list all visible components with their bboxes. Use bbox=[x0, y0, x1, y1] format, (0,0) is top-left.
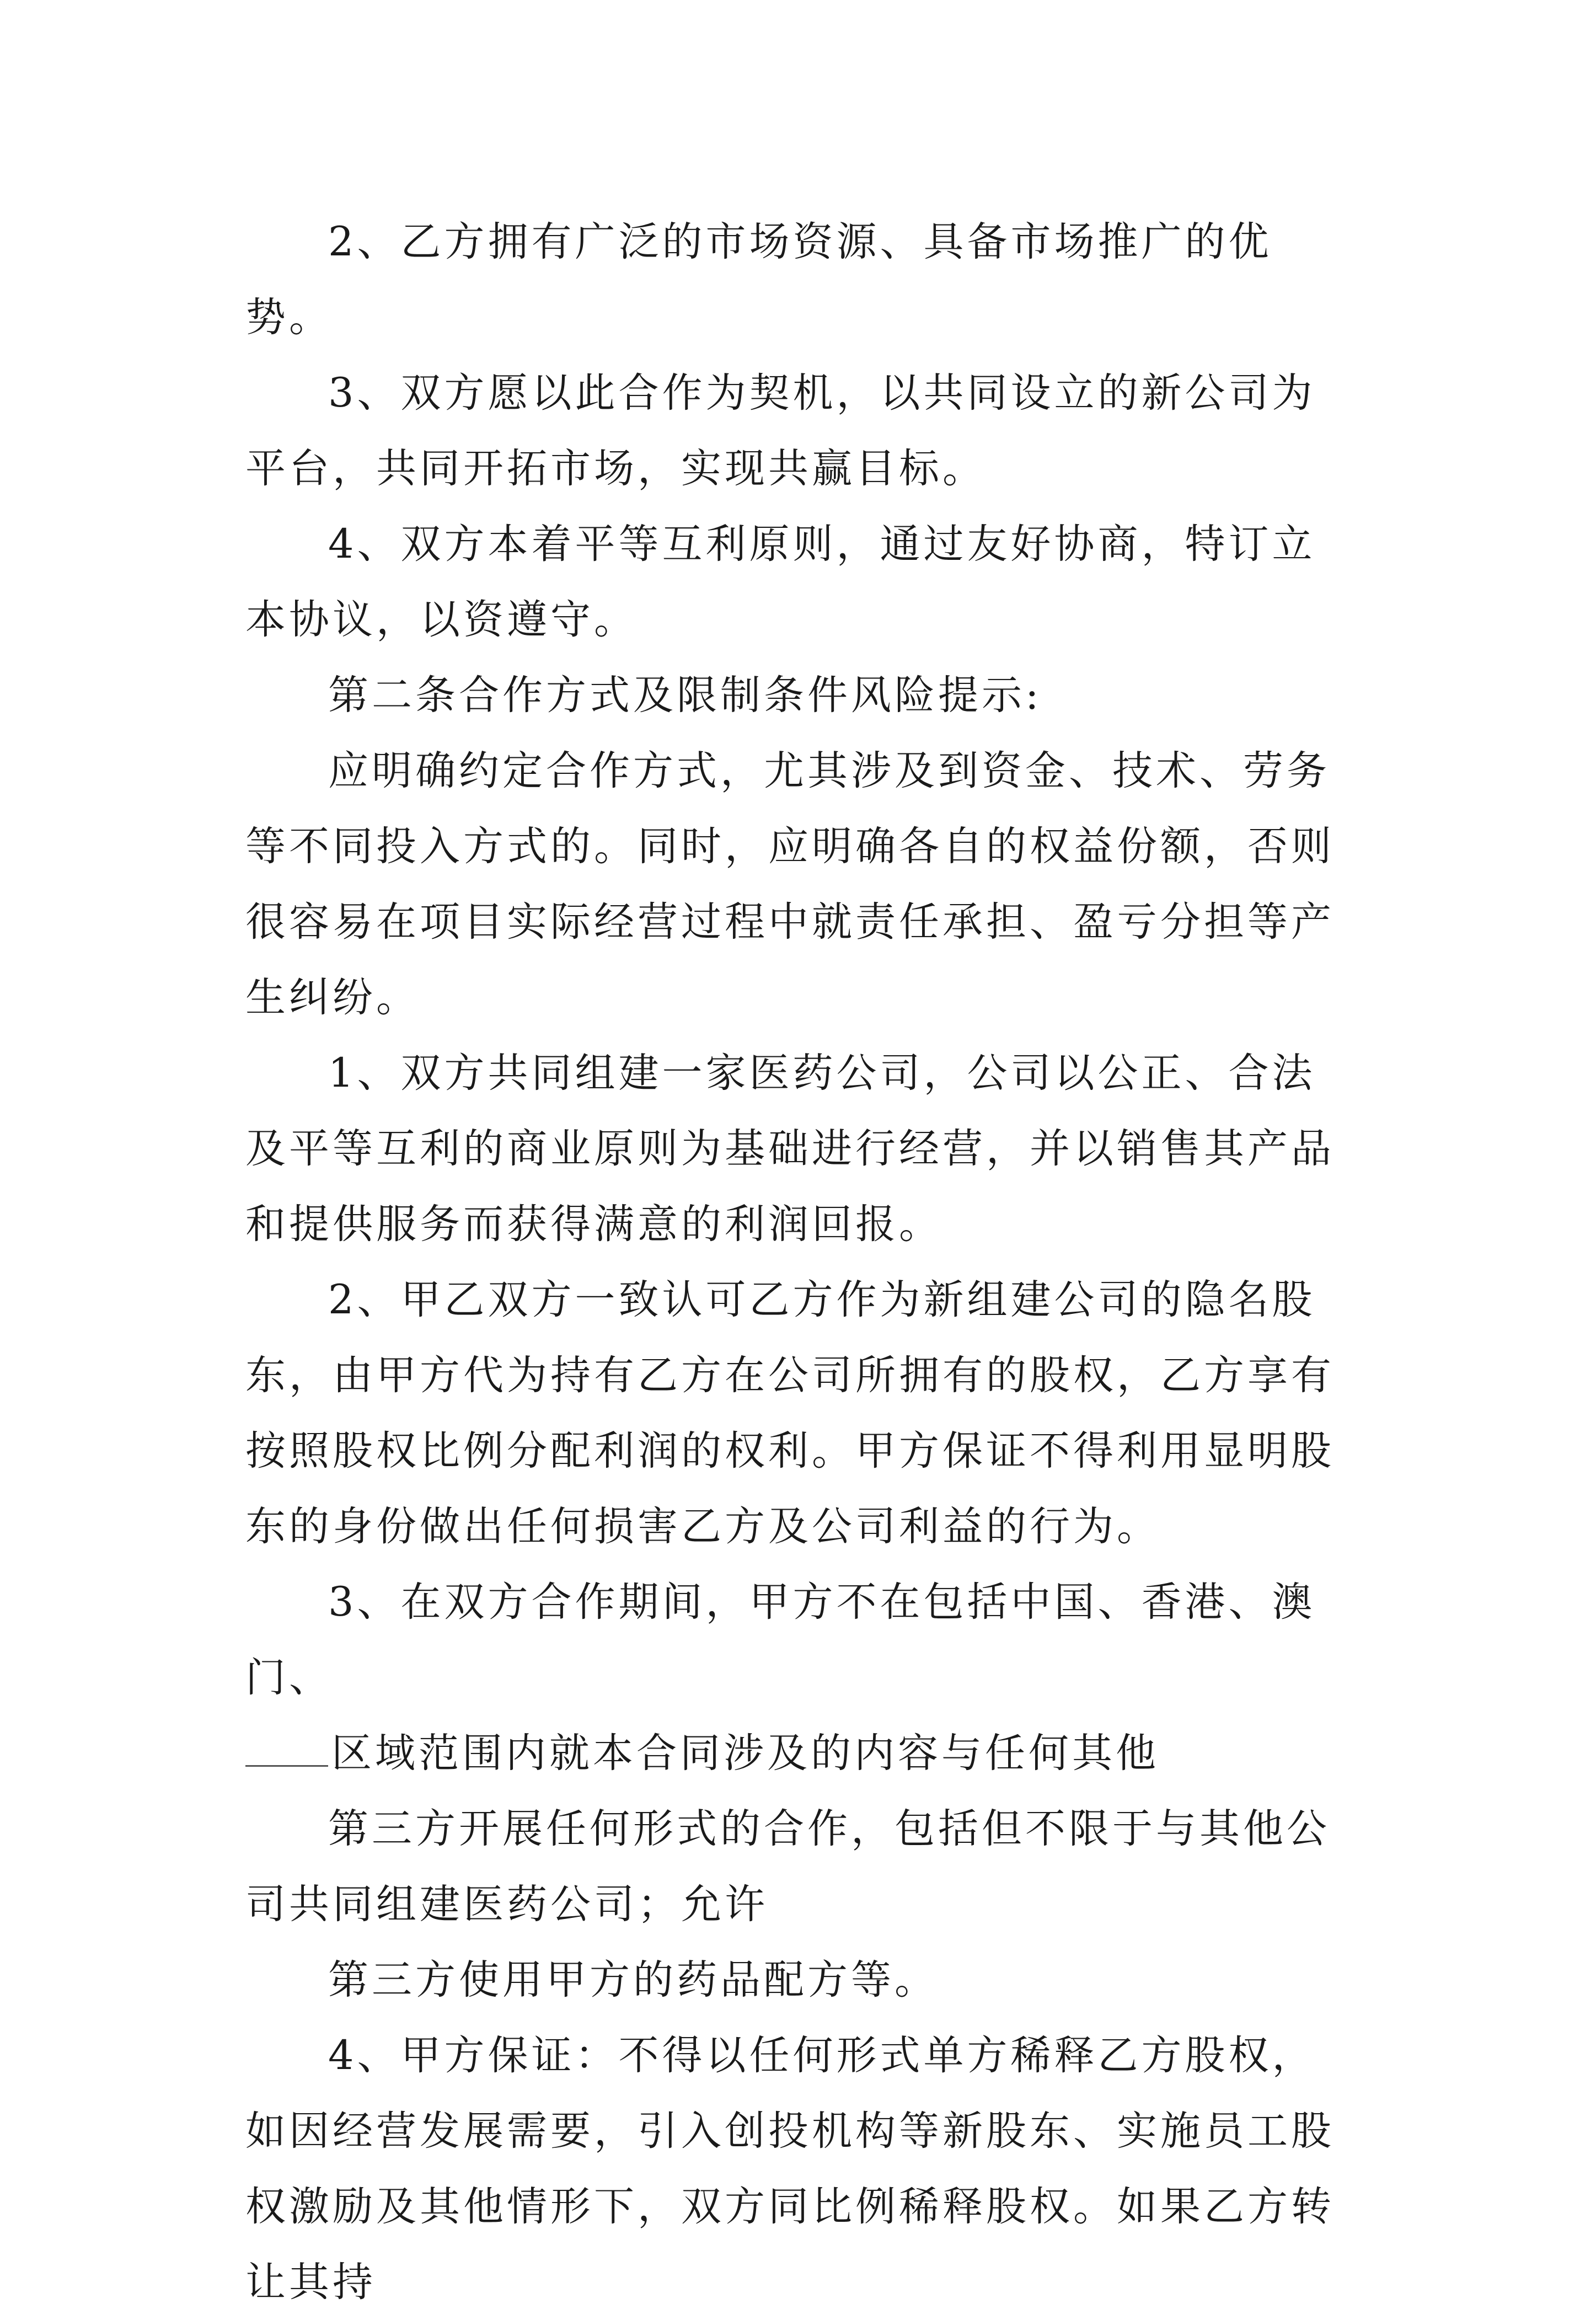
section-heading-2: 第二条合作方式及限制条件风险提示: bbox=[328, 672, 1042, 719]
clause-1: 1、双方共同组建一家医药公司，公司以公正、合法及平等互利的商业原则为基础进行经营，并以销售其产品和提供服务而获得满意的利润回报。 bbox=[245, 1050, 1335, 1248]
clause-3-third-party-use: 第三方使用甲方的药品配方等。 bbox=[328, 1957, 938, 2003]
paragraph-1: 2、乙方拥有广泛的市场资源、具备市场推广的优势。 bbox=[245, 218, 1272, 341]
clause-2: 2、甲乙双方一致认可乙方作为新组建公司的隐名股东，由甲方代为持有乙方在公司所拥有的股权，乙方享有按照股权比例分配利润的权利。甲方保证不得利用显明股东的身份做出任何损害乙方及公司利益的行为。 bbox=[245, 1276, 1335, 1550]
clause-3-blank-line bbox=[245, 1715, 1354, 1791]
clause-4: 4、甲方保证：不得以任何形式单方稀释乙方股权，如因经营发展需要，引入创投机构等新股东、实施员工股权激励及其他情形下，双方同比例稀释股权。如果乙方转让其持 bbox=[245, 2032, 1335, 2306]
fill-in-blank bbox=[245, 1726, 328, 1767]
clause-3-third-party: 第三方开展任何形式的合作，包括但不限于与其他公司共同组建医药公司；允许 bbox=[245, 1805, 1330, 1928]
paragraph-2: 3、双方愿以此合作为契机，以共同设立的新公司为平台，共同开拓市场，实现共赢目标。 bbox=[245, 370, 1316, 492]
clause-3-continuation: 区域范围内就本合同涉及的内容与任何其他 bbox=[331, 1730, 1159, 1777]
paragraph-3: 4、双方本着平等互利原则，通过友好协商，特订立本协议，以资遵守。 bbox=[245, 521, 1316, 643]
document-body bbox=[245, 204, 1354, 2320]
risk-note: 应明确约定合作方式，尤其涉及到资金、技术、劳务等不同投入方式的。同时，应明确各自的权益份额，否则很容易在项目实际经营过程中就责任承担、盈亏分担等产生纠纷。 bbox=[245, 747, 1335, 1021]
clause-3: 3、在双方合作期间，甲方不在包括中国、香港、澳门、 bbox=[245, 1579, 1316, 1701]
